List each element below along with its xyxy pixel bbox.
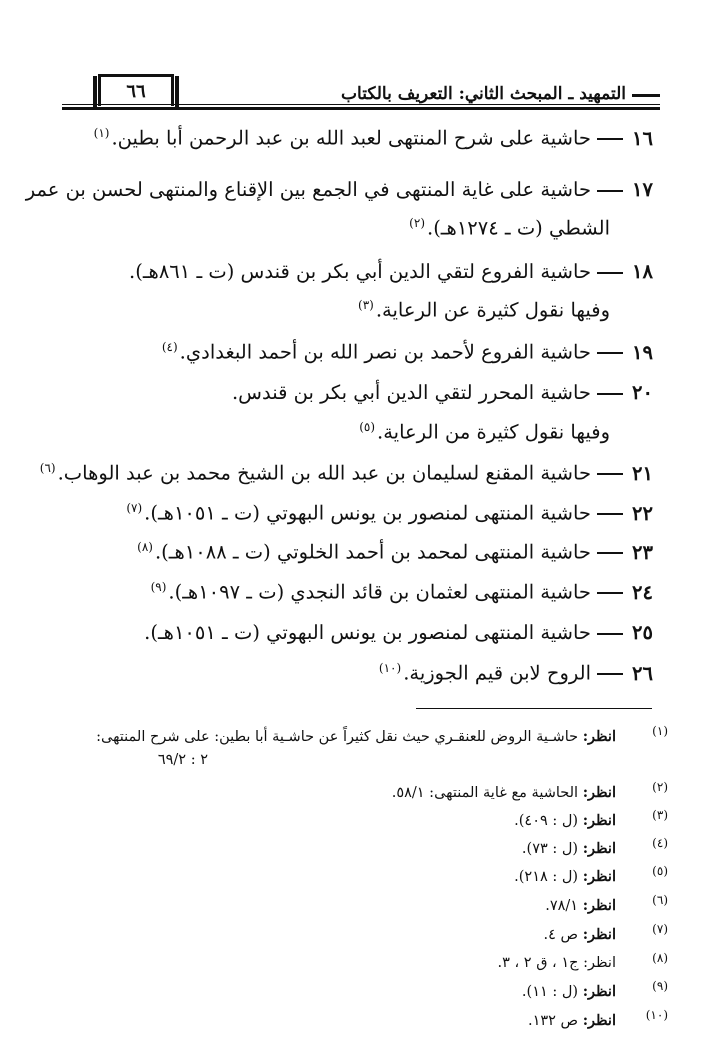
footnote-text (522, 983, 616, 1000)
footnote-text (528, 1012, 616, 1029)
footnote-text (544, 926, 616, 943)
list-item (94, 126, 653, 150)
footnote-number: (٣) (652, 808, 668, 822)
item-dash (597, 138, 623, 140)
footnote-number: (٥) (652, 864, 668, 878)
footnote-label: انظر: (582, 926, 616, 943)
item-text: حاشية الفروع لتقي الدين أبي بكر بن قندس (ت ـ ٨٦١هـ). (129, 260, 591, 283)
item-text: وفيها نقول كثيرة من الرعاية. (377, 420, 610, 444)
list-item (40, 461, 653, 485)
item-dash (597, 592, 623, 594)
footnote-body: ج١ ، ق ٢ ، ٣. (497, 955, 579, 971)
item-text: حاشية المنتهى لعثمان بن قائد النجدي (ت ـ ١٠٩٧هـ). (168, 580, 591, 604)
item-text: حاشية المقنع لسليمان بن عبد الله بن الشيخ محمد بن عبد الوهاب. (57, 461, 591, 485)
item-dash (597, 673, 623, 675)
item-number: ١٧ (632, 178, 653, 201)
footnote-number: (١) (652, 724, 668, 738)
list-item-continuation (359, 420, 610, 444)
footnote-number: (٧) (652, 922, 668, 936)
footnote-separator (416, 708, 652, 709)
footnote-ref: (٤) (161, 340, 178, 354)
item-dash (597, 473, 623, 475)
footnote-body: ص ٤. (543, 927, 579, 943)
item-dash (597, 552, 623, 554)
footnote-body: (ل : ٤٠٩). (514, 813, 579, 829)
footnote-number: (٨) (652, 951, 668, 965)
footnote-label: انظر: (582, 897, 616, 914)
footnote-body: ٢ : ٦٩/٢ (157, 752, 208, 768)
footnote-ref: (٥) (359, 420, 376, 434)
footnote-number: (٢) (652, 780, 668, 794)
list-item (232, 381, 653, 404)
footnote-number: (٩) (652, 979, 668, 993)
footnote-label: انظر: (582, 868, 616, 885)
page-number: ٦٦ (98, 74, 174, 106)
item-text: حاشية الفروع لأحمد بن نصر الله بن أحمد البغدادي. (179, 340, 591, 364)
item-number: ٢٦ (632, 661, 653, 685)
footnote-text (497, 955, 616, 971)
item-dash (597, 272, 623, 274)
item-number: ٢١ (632, 461, 653, 485)
footnote-label: انظر: (582, 812, 616, 829)
footnote-ref: (١٠) (378, 661, 402, 675)
footnote-label: انظر: (582, 728, 616, 745)
list-item (137, 540, 653, 564)
footnote-text (545, 897, 616, 914)
header-rule-thin (62, 104, 660, 105)
item-number: ١٩ (632, 340, 653, 364)
item-number: ٢٢ (632, 501, 653, 525)
item-text: حاشية المنتهى لمنصور بن يونس البهوتي (ت ـ ١٠٥١هـ). (144, 621, 591, 644)
footnote-ref: (١) (93, 126, 110, 140)
list-item (144, 621, 653, 644)
footnote-label: انظر: (582, 784, 616, 801)
running-header (62, 74, 660, 110)
item-number: ٢٠ (632, 381, 653, 404)
item-number: ١٨ (632, 260, 653, 283)
list-item-continuation (358, 298, 610, 322)
item-text: حاشية المنتهى لمحمد بن أحمد الخلوتي (ت ـ ١٠٨٨هـ). (154, 540, 591, 564)
footnote-label: انظر: (582, 983, 616, 1000)
footnote-ref: (٩) (150, 580, 167, 594)
item-number: ٢٥ (632, 621, 653, 644)
item-dash (597, 190, 623, 192)
header-title: التمهيد ـ المبحث الثاني: التعريف بالكتاب (341, 84, 626, 104)
footnote-body: (ل : ١١). (521, 984, 579, 1000)
footnote-number: (٤) (652, 836, 668, 850)
footnote-text (392, 784, 616, 801)
item-text: حاشية المنتهى لمنصور بن يونس البهوتي (ت ـ ١٠٥١هـ). (144, 501, 591, 525)
footnote-ref: (٧) (126, 501, 143, 515)
footnote-label: انظر: (583, 955, 616, 971)
list-item (162, 340, 653, 364)
item-text: الروح لابن قيم الجوزية. (403, 661, 591, 685)
list-item (26, 178, 653, 201)
item-number: ١٦ (632, 126, 653, 150)
item-text: حاشية على غاية المنتهى في الجمع بين الإقناع والمنتهى لحسن بن عمر (25, 178, 591, 201)
item-dash (597, 393, 623, 395)
list-item (379, 661, 653, 685)
footnote-number: (٦) (652, 893, 668, 907)
footnote-text (514, 812, 616, 829)
list-item-continuation (409, 216, 610, 240)
footnote-body: (ل : ٢١٨). (514, 869, 579, 885)
footnote-ref: (٨) (137, 540, 153, 554)
footnote-ref: (٦) (39, 461, 56, 475)
footnote-body: حاشـية الروض للعنقـري حيث نقل كثيراً عن حاشـية أبا بطين: على شرح المنتهى: (96, 729, 579, 745)
footnote-body: الحاشية مع غاية المنتهى: ٥٨/١. (391, 785, 579, 801)
list-item (126, 501, 653, 525)
item-text: حاشية المحرر لتقي الدين أبي بكر بن قندس. (231, 381, 591, 404)
item-dash (597, 513, 623, 515)
header-dash (632, 94, 660, 97)
header-rule (62, 107, 660, 110)
footnote-ref: (٣) (358, 298, 374, 312)
footnote-body: ٧٨/١. (545, 898, 579, 914)
item-text: وفيها نقول كثيرة عن الرعاية. (375, 298, 610, 322)
footnote-text (96, 728, 616, 745)
item-dash (597, 352, 623, 354)
footnote-text (514, 868, 616, 885)
list-item (129, 260, 653, 283)
item-number: ٢٣ (632, 540, 653, 564)
item-dash (597, 633, 623, 635)
footnote-body: ص ١٣٢. (527, 1013, 579, 1029)
item-text: الشطي (ت ـ ١٢٧٤هـ). (427, 216, 610, 240)
footnote-ref: (٢) (409, 216, 425, 230)
footnote-label: انظر: (582, 1012, 616, 1029)
item-number: ٢٤ (632, 580, 653, 604)
footnote-body: (ل : ٧٣). (521, 841, 579, 857)
footnote-text (522, 840, 616, 857)
list-item (151, 580, 653, 604)
item-text: حاشية على شرح المنتهى لعبد الله بن عبد الرحمن أبا بطين. (111, 126, 591, 150)
footnote-label: انظر: (582, 840, 616, 857)
footnote-number: (١٠) (645, 1008, 668, 1022)
